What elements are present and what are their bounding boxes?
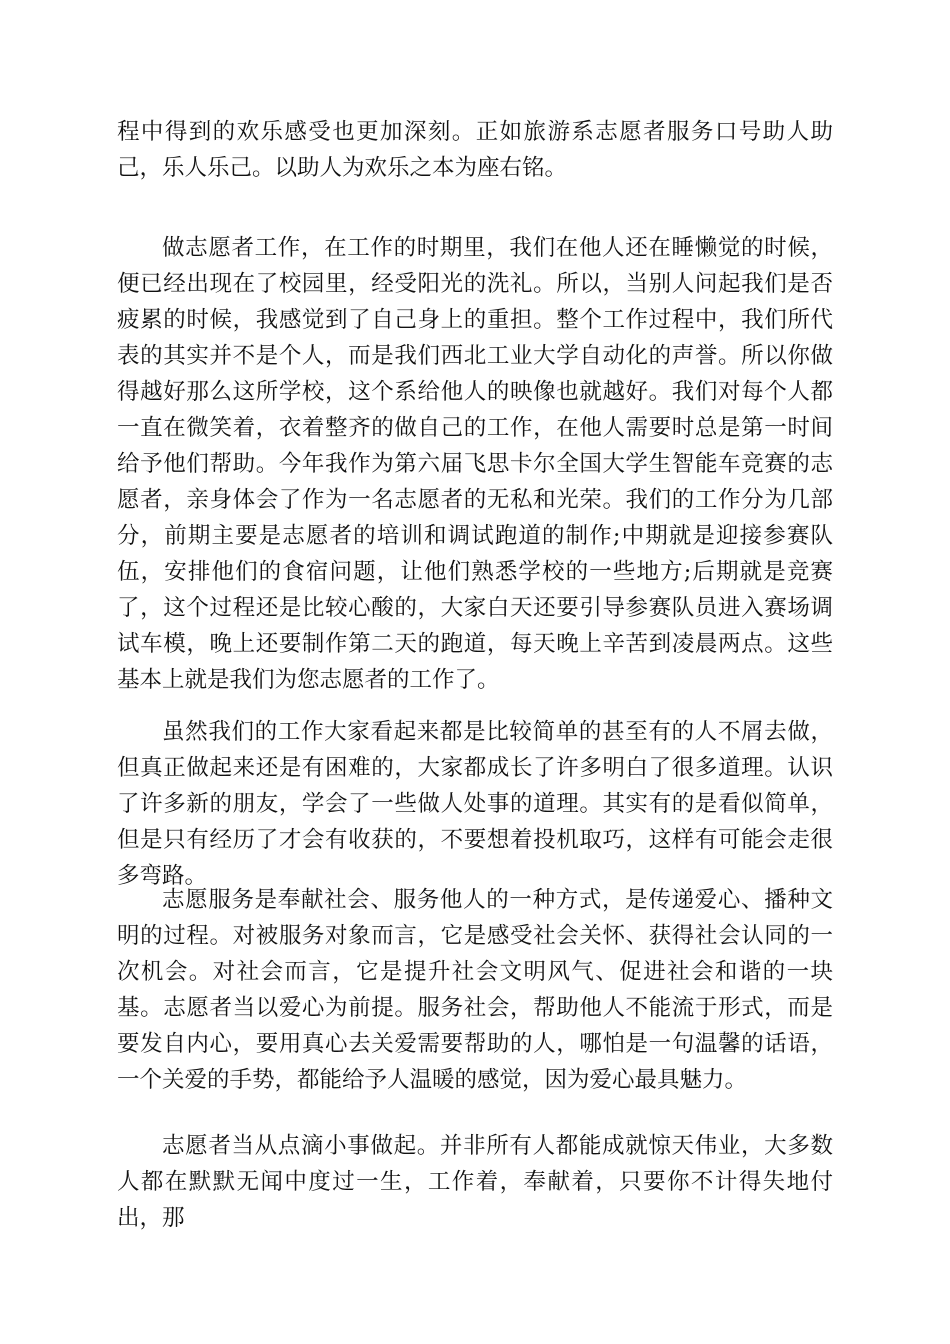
paragraph-small-things: 志愿者当从点滴小事做起。并非所有人都能成就惊天伟业，大多数人都在默默无闻中度过一生，工作着，奉献着，只要你不计得失地付出，那 [117,1133,833,1231]
paragraph-continuation: 程中得到的欢乐感受也更加深刻。正如旅游系志愿者服务口号助人助己，乐人乐己。以助人为欢乐之本为座右铭。 [117,119,833,181]
paragraph-volunteer-work: 做志愿者工作，在工作的时期里，我们在他人还在睡懒觉的时候，便已经出现在了校园里，经受阳光的洗礼。所以，当别人问起我们是否疲累的时候，我感觉到了自己身上的重担。整个工作过程中，我们所代表的其实并不是个人，而是我们西北工业大学自动化的声誉。所以你做得越好那么这所学校，这个系给他人的映像也就越好。我们对每个人都一直在微笑着，衣着整齐的做自己的工作，在他人需要时总是第一时间给予他们帮助。今年我作为第六届飞思卡尔全国大学生智能车竞赛的志愿者，亲身体会了作为一名志愿者的无私和光荣。我们的工作分为几部分，前期主要是志愿者的培训和调试跑道的制作;中期就是迎接参赛队伍，安排他们的食宿问题，让他们熟悉学校的一些地方;后期就是竞赛了，这个过程还是比较心酸的，大家白天还要引导参赛队员进入赛场调试车模，晚上还要制作第二天的跑道，每天晚上辛苦到凌晨两点。这些基本上就是我们为您志愿者的工作了。 [117,235,833,693]
paragraph-growth: 虽然我们的工作大家看起来都是比较简单的甚至有的人不屑去做，但真正做起来还是有困难的，大家都成长了许多明白了很多道理。认识了许多新的朋友，学会了一些做人处事的道理。其实有的是看似简单，但是只有经历了才会有收获的，不要想着投机取巧，这样有可能会走很多弯路。 [117,719,833,889]
paragraph-service-meaning: 志愿服务是奉献社会、服务他人的一种方式，是传递爱心、播种文明的过程。对被服务对象而言，它是感受社会关怀、获得社会认同的一次机会。对社会而言，它是提升社会文明风气、促进社会和谐的一块基。志愿者当以爱心为前提。服务社会，帮助他人不能流于形式，而是要发自内心，要用真心去关爱需要帮助的人，哪怕是一句温馨的话语，一个关爱的手势，都能给予人温暖的感觉，因为爱心最具魅力。 [117,887,833,1093]
